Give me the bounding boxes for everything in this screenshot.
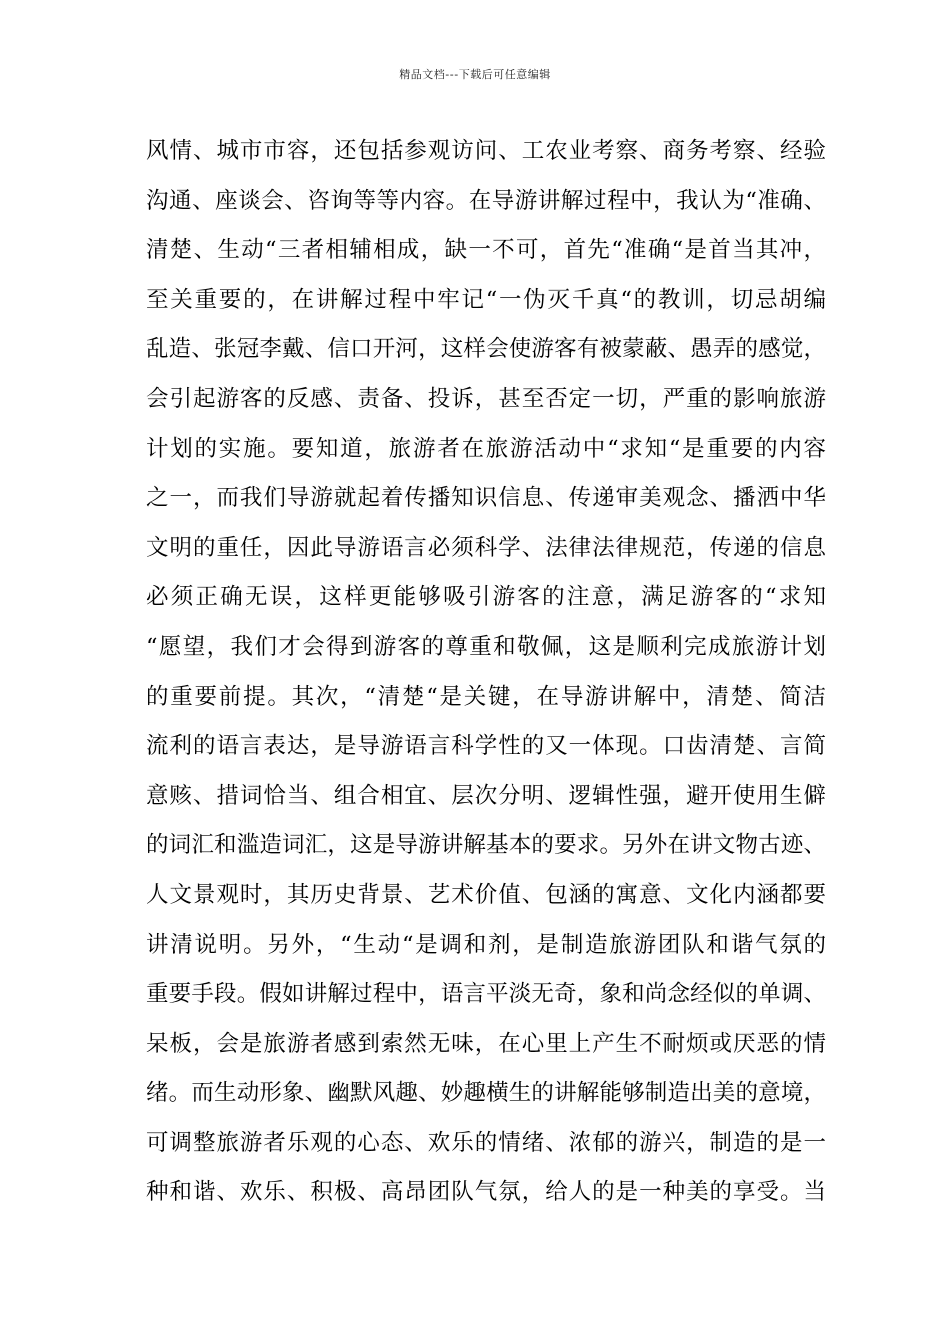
text-line: 的词汇和滥造词汇，这是导游讲解基本的要求。另外在讲文物古迹、	[146, 832, 826, 859]
text-line: 计划的实施。要知道，旅游者在旅游活动中“求知“是重要的内容	[146, 435, 826, 462]
text-line: 人文景观时，其历史背景、艺术价值、包涵的寓意、文化内涵都要	[146, 881, 826, 908]
text-line: 之一，而我们导游就起着传播知识信息、传递审美观念、播洒中华	[146, 485, 826, 512]
text-line: 种和谐、欢乐、积极、高昂团队气氛，给人的是一种美的享受。当	[146, 1179, 826, 1206]
text-line: 文明的重任，因此导游语言必须科学、法律法律规范，传递的信息	[146, 534, 826, 561]
text-line: 意赅、措词恰当、组合相宜、层次分明、逻辑性强，避开使用生僻	[146, 782, 826, 809]
text-line: 风情、城市市容，还包括参观访问、工农业考察、商务考察、经验	[146, 138, 826, 164]
text-line: 呆板，会是旅游者感到索然无味，在心里上产生不耐烦或厌恶的情	[146, 1030, 826, 1057]
text-line: 沟通、座谈会、咨询等等内容。在导游讲解过程中，我认为“准确、	[146, 187, 826, 214]
text-line: 流利的语言表达，是导游语言科学性的又一体现。口齿清楚、言简	[146, 733, 826, 760]
text-line: 至关重要的，在讲解过程中牢记“一伪灭千真“的教训，切忌胡编	[146, 286, 826, 313]
text-line: 讲清说明。另外，“生动“是调和剂，是制造旅游团队和谐气氛的	[146, 931, 826, 958]
text-line: 绪。而生动形象、幽默风趣、妙趣横生的讲解能够制造出美的意境，	[146, 1080, 826, 1107]
text-line: “愿望，我们才会得到游客的尊重和敬佩，这是顺利完成旅游计划	[146, 633, 826, 660]
page-header: 精品文档---下载后可任意编辑	[399, 68, 551, 81]
text-line: 会引起游客的反感、责备、投诉，甚至否定一切，严重的影响旅游	[146, 385, 826, 412]
text-line: 清楚、生动“三者相辅相成，缺一不可，首先“准确“是首当其冲，	[146, 237, 826, 264]
text-line: 的重要前提。其次，“清楚“是关键，在导游讲解中，清楚、简洁	[146, 683, 826, 710]
text-line: 重要手段。假如讲解过程中，语言平淡无奇，象和尚念经似的单调、	[146, 981, 826, 1008]
text-line: 必须正确无误，这样更能够吸引游客的注意，满足游客的“求知	[146, 584, 826, 611]
body-paragraph	[146, 127, 826, 1218]
text-line: 乱造、张冠李戴、信口开河，这样会使游客有被蒙蔽、愚弄的感觉，	[146, 336, 826, 363]
text-line: 可调整旅游者乐观的心态、欢乐的情绪、浓郁的游兴，制造的是一	[146, 1129, 826, 1156]
